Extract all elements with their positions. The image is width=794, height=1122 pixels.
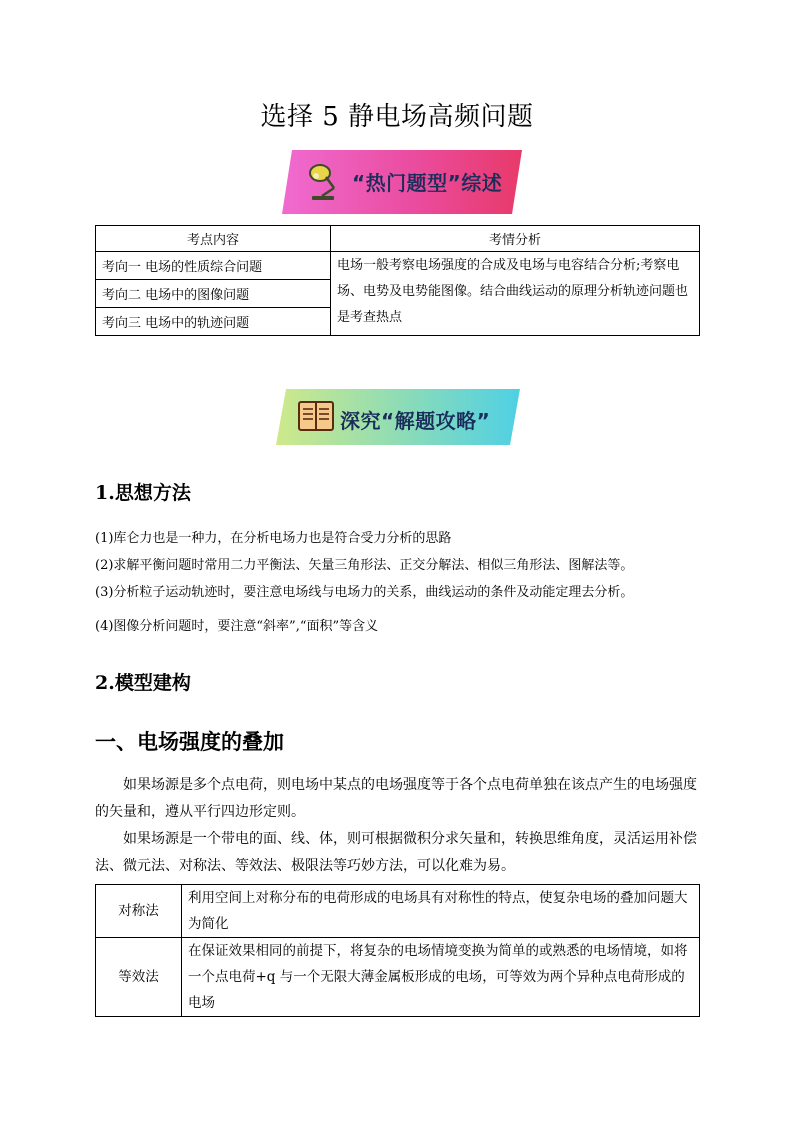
method-desc: 在保证效果相同的前提下，将复杂的电场情境变换为简单的或熟悉的电场情境，如将一个点电荷+q 与一个无限大薄金属板形成的电场，可等效为两个异种点电荷形成的电场 xyxy=(182,938,700,1017)
header-topic: 考点内容 xyxy=(96,226,331,252)
table-row xyxy=(96,252,700,280)
overview-table xyxy=(95,225,700,336)
table-row xyxy=(96,885,700,938)
method-desc: 利用空间上对称分布的电荷形成的电场具有对称性的特点，使复杂电场的叠加问题大为简化 xyxy=(182,885,700,938)
hot-topics-banner xyxy=(282,150,522,214)
table-row xyxy=(96,938,700,1017)
topic-cell: 考向三 电场中的轨迹问题 xyxy=(96,308,331,336)
open-book-icon xyxy=(298,399,334,433)
section-heading-methods: 1.思想方法 xyxy=(95,482,191,504)
topic-cell: 考向二 电场中的图像问题 xyxy=(96,280,331,308)
list-item: (3)分析粒子运动轨迹时，要注意电场线与电场力的关系，曲线运动的条件及动能定理去分析。 xyxy=(95,585,634,600)
list-item: (1)库仑力也是一种力，在分析电场力也是符合受力分析的思路 xyxy=(95,531,452,546)
banner-label: “热门题型”综述 xyxy=(352,171,503,195)
method-name: 对称法 xyxy=(96,885,182,938)
header-analysis: 考情分析 xyxy=(331,226,700,252)
paragraph: 如果场源是一个带电的面、线、体，则可根据微积分求矢量和，转换思维角度，灵活运用补偿法、微元法、对称法、等效法、极限法等巧妙方法，可以化难为易。 xyxy=(95,831,697,874)
desk-lamp-icon xyxy=(304,160,348,204)
method-name: 等效法 xyxy=(96,938,182,1017)
analysis-cell: 电场一般考察电场强度的合成及电场与电容结合分析;考察电场、电势及电势能图像。结合曲线运动的原理分析轨迹问题也是考查热点 xyxy=(331,252,700,336)
list-item: (4)图像分析问题时，要注意“斜率”,“面积”等含义 xyxy=(95,619,379,634)
table-header-row xyxy=(96,226,700,252)
section-heading-model: 2.模型建构 xyxy=(95,672,191,694)
list-item: (2)求解平衡问题时常用二力平衡法、矢量三角形法、正交分解法、相似三角形法、图解法等。 xyxy=(95,558,634,573)
paragraph: 如果场源是多个点电荷，则电场中某点的电场强度等于各个点电荷单独在该点产生的电场强度的矢量和，遵从平行四边形定则。 xyxy=(95,777,697,820)
section-heading-superposition: 一、电场强度的叠加 xyxy=(95,729,284,754)
strategy-banner xyxy=(276,389,520,445)
topic-cell: 考向一 电场的性质综合问题 xyxy=(96,252,331,280)
banner-label: 深究“解题攻略” xyxy=(340,409,491,433)
page-title: 选择 5 静电场高频问题 xyxy=(260,102,534,132)
methods-table xyxy=(95,884,700,1017)
